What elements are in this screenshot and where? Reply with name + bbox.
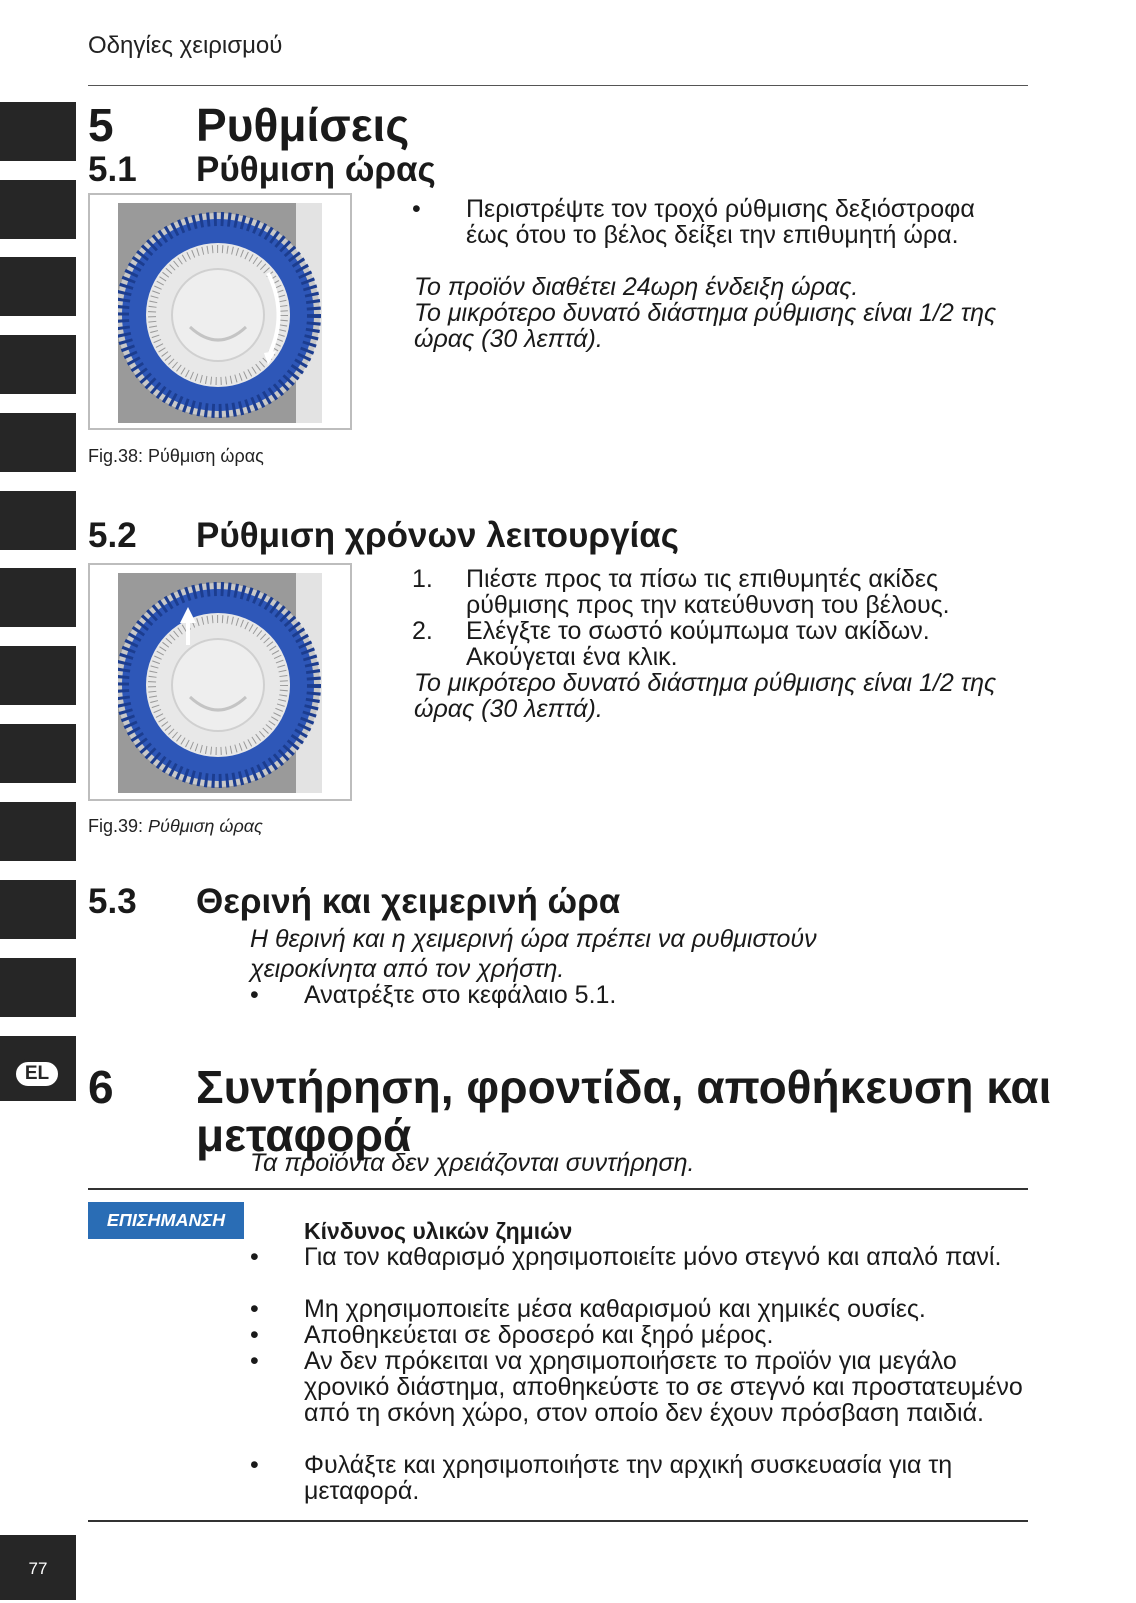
figure-caption-text: Ρύθμιση ώρας xyxy=(148,816,263,836)
note-interval: Το μικρότερο δυνατό διάστημα ρύθμισης είναι 1/2 της ώρας (30 λεπτά). xyxy=(414,299,997,353)
running-header: Οδηγίες χειρισμού xyxy=(88,32,283,59)
notice-item: Φυλάξτε και χρησιμοποιήστε την αρχική συσκευασία για τη μεταφορά. xyxy=(304,1451,953,1505)
side-tab xyxy=(0,958,76,1017)
figure-caption xyxy=(88,446,264,467)
bullet-symbol: • xyxy=(250,1295,259,1323)
notice-item: Αποθηκεύεται σε δροσερό και ξηρό μέρος. xyxy=(304,1321,774,1349)
timer-pins-illustration xyxy=(118,573,322,793)
side-tab xyxy=(0,724,76,783)
step-text: Ελέγξτε το σωστό κούμπωμα των ακίδων. Ακούγεται ένα κλικ. xyxy=(466,617,930,671)
side-tab xyxy=(0,180,76,239)
timer-photo xyxy=(118,573,322,793)
note-interval: Το μικρότερο δυνατό διάστημα ρύθμισης είναι 1/2 της ώρας (30 λεπτά). xyxy=(414,669,997,723)
maintenance-note: Τα προϊόντα δεν χρειάζονται συντήρηση. xyxy=(250,1149,695,1177)
section-title-line1: Συντήρηση, φροντίδα, αποθήκευση και xyxy=(196,1061,1052,1113)
side-tab xyxy=(0,880,76,939)
side-tab xyxy=(0,491,76,550)
notice-top-rule xyxy=(88,1188,1028,1190)
notice-item: Μη χρησιμοποιείτε μέσα καθαρισμού και χημικές ουσίες. xyxy=(304,1295,926,1323)
section-title-line2: μεταφορά xyxy=(196,1109,412,1161)
notice-item: Αν δεν πρόκειται να χρησιμοποιήσετε το προϊόν για μεγάλο χρονικό διάστημα, αποθηκεύστε το σε στεγνό και προστατευμένο από τη σκόνη χώρο, στον οποίο δεν έχουν πρόσβαση παιδιά. xyxy=(304,1347,1023,1427)
subsection-number: 5.1 xyxy=(88,150,137,189)
timer-dial-illustration xyxy=(118,203,322,423)
subsection-title: Ρύθμιση χρόνων λειτουργίας xyxy=(196,516,679,555)
header-divider xyxy=(88,85,1028,86)
note-dst: Η θερινή και η χειμερινή ώρα πρέπει να ρυθμιστούν χειροκίνητα από τον χρήστη. xyxy=(250,925,817,983)
side-tab xyxy=(0,802,76,861)
section-number: 5 xyxy=(88,99,114,151)
section-title: Ρυθμίσεις xyxy=(196,99,410,151)
subsection-title: Ρύθμιση ώρας xyxy=(196,150,436,189)
figure-label: Fig.38: xyxy=(88,446,144,466)
subsection-title: Θερινή και χειμερινή ώρα xyxy=(196,882,621,921)
subsection-number: 5.2 xyxy=(88,516,137,555)
side-tab xyxy=(0,646,76,705)
step-text: Πιέστε προς τα πίσω τις επιθυμητές ακίδες ρύθμισης προς την κατεύθυνση του βέλους. xyxy=(466,565,950,619)
instruction-text: Περιστρέψτε τον τροχό ρύθμισης δεξιόστροφα έως ότου το βέλος δείξει την επιθυμητή ώρα. xyxy=(466,195,975,249)
bullet-symbol: • xyxy=(250,981,259,1009)
bullet-symbol: • xyxy=(250,1321,259,1349)
notice-heading: Κίνδυνος υλικών ζημιών xyxy=(304,1218,573,1244)
side-tab xyxy=(0,102,76,161)
section-number: 6 xyxy=(88,1061,114,1113)
note-24h: Το προϊόν διαθέτει 24ωρη ένδειξη ώρας. xyxy=(414,273,859,301)
side-tab xyxy=(0,257,76,316)
bullet-symbol: • xyxy=(250,1243,259,1271)
subsection-number: 5.3 xyxy=(88,882,137,921)
bullet-symbol: • xyxy=(250,1347,259,1375)
notice-item: Για τον καθαρισμό χρησιμοποιείτε μόνο στεγνό και απαλό πανί. xyxy=(304,1243,1002,1271)
figure-timer-dial xyxy=(88,193,352,430)
notice-badge: ΕΠΙΣΗΜΑΝΣΗ xyxy=(88,1202,244,1239)
step-number: 2. xyxy=(412,617,433,645)
figure-timer-pins xyxy=(88,563,352,801)
step-number: 1. xyxy=(412,565,433,593)
side-tab xyxy=(0,335,76,394)
bullet-symbol: • xyxy=(250,1451,259,1479)
side-tab xyxy=(0,413,76,472)
figure-caption-text: Ρύθμιση ώρας xyxy=(148,446,264,466)
bullet-symbol: • xyxy=(412,195,421,223)
cross-reference: Ανατρέξτε στο κεφάλαιο 5.1. xyxy=(304,981,617,1009)
notice-bottom-rule xyxy=(88,1520,1028,1522)
timer-photo xyxy=(118,203,322,423)
language-badge: EL xyxy=(13,1059,61,1089)
figure-label: Fig.39: xyxy=(88,816,144,836)
page-number: 77 xyxy=(0,1535,76,1600)
figure-caption xyxy=(88,816,263,837)
side-tab xyxy=(0,568,76,627)
